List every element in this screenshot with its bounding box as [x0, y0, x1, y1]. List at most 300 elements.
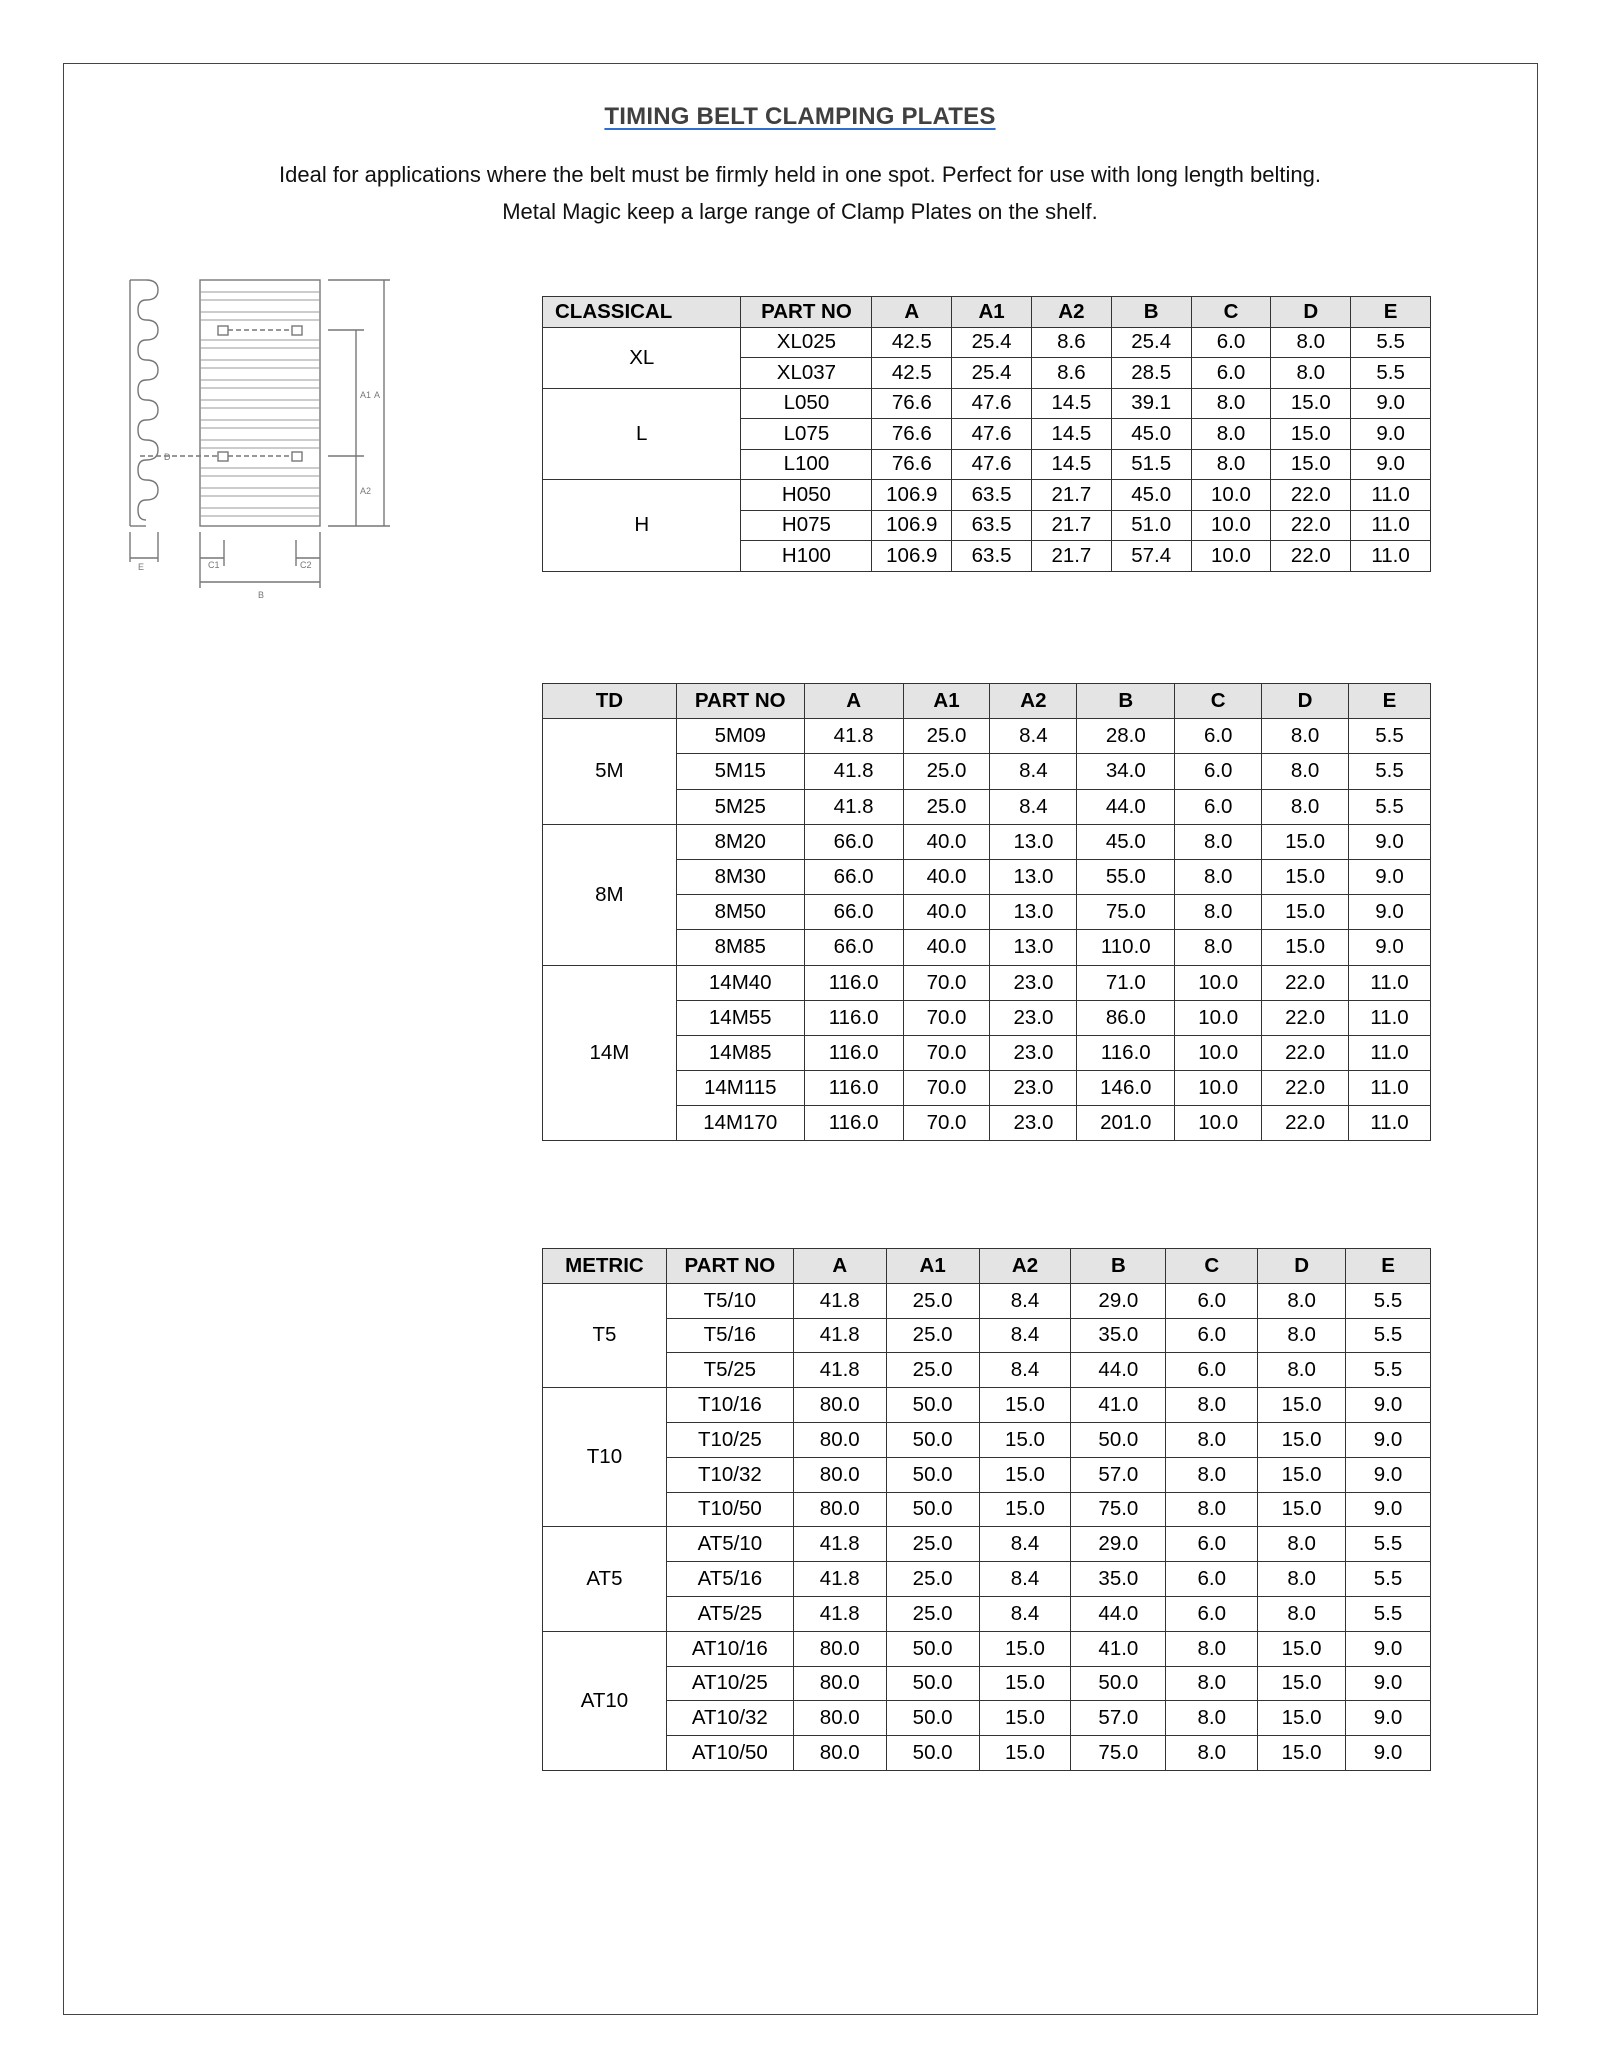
- value-cell: 63.5: [952, 480, 1032, 511]
- value-cell: 57.0: [1071, 1701, 1166, 1736]
- value-cell: 80.0: [793, 1422, 886, 1457]
- value-cell: 13.0: [990, 859, 1077, 894]
- column-header: E: [1349, 684, 1431, 719]
- table-row: [543, 1596, 1431, 1631]
- value-cell: 11.0: [1349, 1035, 1431, 1070]
- value-cell: 10.0: [1175, 1071, 1262, 1106]
- value-cell: 8.0: [1258, 1353, 1346, 1388]
- value-cell: 15.0: [1262, 895, 1349, 930]
- table-row: [543, 1000, 1431, 1035]
- column-header: A: [793, 1249, 886, 1284]
- header-row: [543, 684, 1431, 719]
- value-cell: 28.0: [1077, 719, 1175, 754]
- value-cell: 116.0: [1077, 1035, 1175, 1070]
- value-cell: 14.5: [1032, 388, 1112, 419]
- table-row: [543, 480, 1431, 511]
- value-cell: 15.0: [1258, 1457, 1346, 1492]
- value-cell: 21.7: [1032, 541, 1112, 572]
- value-cell: 6.0: [1166, 1283, 1258, 1318]
- table-row: [543, 1283, 1431, 1318]
- value-cell: 63.5: [952, 541, 1032, 572]
- value-cell: 8.0: [1258, 1562, 1346, 1597]
- value-cell: 22.0: [1271, 510, 1351, 541]
- table-row: [543, 824, 1431, 859]
- value-cell: 5.5: [1349, 754, 1431, 789]
- header-row: [543, 297, 1431, 328]
- svg-text:A2: A2: [360, 486, 372, 496]
- column-header: C: [1191, 297, 1271, 328]
- table-row: [543, 859, 1431, 894]
- value-cell: 11.0: [1349, 1000, 1431, 1035]
- value-cell: 10.0: [1175, 1106, 1262, 1141]
- part-number-cell: T10/32: [666, 1457, 793, 1492]
- column-header: A: [804, 684, 903, 719]
- value-cell: 25.0: [886, 1283, 979, 1318]
- value-cell: 8.0: [1166, 1666, 1258, 1701]
- value-cell: 71.0: [1077, 965, 1175, 1000]
- value-cell: 15.0: [1258, 1422, 1346, 1457]
- value-cell: 6.0: [1166, 1562, 1258, 1597]
- value-cell: 6.0: [1166, 1318, 1258, 1353]
- value-cell: 8.0: [1191, 419, 1271, 450]
- value-cell: 9.0: [1346, 1388, 1431, 1423]
- value-cell: 47.6: [952, 449, 1032, 480]
- value-cell: 146.0: [1077, 1071, 1175, 1106]
- value-cell: 8.4: [990, 754, 1077, 789]
- value-cell: 41.0: [1071, 1631, 1166, 1666]
- value-cell: 75.0: [1071, 1736, 1166, 1771]
- value-cell: 25.0: [903, 789, 990, 824]
- svg-text:C1: C1: [208, 560, 220, 570]
- part-number-cell: AT10/50: [666, 1736, 793, 1771]
- value-cell: 8.4: [979, 1283, 1071, 1318]
- part-number-cell: 14M85: [676, 1035, 804, 1070]
- value-cell: 13.0: [990, 930, 1077, 965]
- value-cell: 15.0: [979, 1388, 1071, 1423]
- value-cell: 22.0: [1262, 1071, 1349, 1106]
- value-cell: 22.0: [1262, 1000, 1349, 1035]
- part-number-cell: 14M170: [676, 1106, 804, 1141]
- part-number-cell: L075: [741, 419, 872, 450]
- table-row: [543, 1736, 1431, 1771]
- value-cell: 41.8: [793, 1562, 886, 1597]
- value-cell: 21.7: [1032, 480, 1112, 511]
- group-label: AT5: [543, 1527, 667, 1631]
- value-cell: 8.6: [1032, 327, 1112, 358]
- column-header: D: [1258, 1249, 1346, 1284]
- value-cell: 50.0: [1071, 1422, 1166, 1457]
- svg-text:B: B: [258, 590, 265, 600]
- column-header: A1: [903, 684, 990, 719]
- value-cell: 5.5: [1346, 1318, 1431, 1353]
- value-cell: 8.0: [1175, 895, 1262, 930]
- value-cell: 8.4: [979, 1353, 1071, 1388]
- table-row: [543, 1631, 1431, 1666]
- value-cell: 5.5: [1346, 1562, 1431, 1597]
- column-header: A1: [886, 1249, 979, 1284]
- value-cell: 8.0: [1166, 1422, 1258, 1457]
- value-cell: 11.0: [1351, 480, 1431, 511]
- part-number-cell: AT10/25: [666, 1666, 793, 1701]
- value-cell: 8.0: [1262, 719, 1349, 754]
- value-cell: 80.0: [793, 1701, 886, 1736]
- value-cell: 11.0: [1349, 1106, 1431, 1141]
- value-cell: 15.0: [1271, 449, 1351, 480]
- value-cell: 116.0: [804, 965, 903, 1000]
- part-number-cell: H075: [741, 510, 872, 541]
- value-cell: 10.0: [1175, 1035, 1262, 1070]
- table-row: [543, 965, 1431, 1000]
- value-cell: 6.0: [1191, 327, 1271, 358]
- part-number-cell: T5/10: [666, 1283, 793, 1318]
- value-cell: 8.0: [1166, 1701, 1258, 1736]
- header-row: [543, 1249, 1431, 1284]
- value-cell: 45.0: [1077, 824, 1175, 859]
- value-cell: 25.0: [886, 1562, 979, 1597]
- column-header: A1: [952, 297, 1032, 328]
- value-cell: 76.6: [872, 388, 952, 419]
- value-cell: 15.0: [1271, 388, 1351, 419]
- table-row: [543, 789, 1431, 824]
- part-number-cell: L100: [741, 449, 872, 480]
- svg-text:A: A: [374, 390, 381, 400]
- value-cell: 9.0: [1346, 1701, 1431, 1736]
- value-cell: 8.6: [1032, 358, 1112, 389]
- column-header: C: [1166, 1249, 1258, 1284]
- group-label: AT10: [543, 1631, 667, 1770]
- column-header: B: [1111, 297, 1191, 328]
- part-number-cell: L050: [741, 388, 872, 419]
- value-cell: 80.0: [793, 1631, 886, 1666]
- part-number-cell: T5/16: [666, 1318, 793, 1353]
- value-cell: 6.0: [1191, 358, 1271, 389]
- value-cell: 15.0: [979, 1736, 1071, 1771]
- value-cell: 23.0: [990, 1106, 1077, 1141]
- value-cell: 8.0: [1258, 1283, 1346, 1318]
- group-label: 8M: [543, 824, 677, 965]
- part-number-cell: AT5/25: [666, 1596, 793, 1631]
- value-cell: 8.4: [979, 1318, 1071, 1353]
- intro-text-line-2: Metal Magic keep a large range of Clamp Plates on the shelf.: [502, 199, 1098, 224]
- part-number-cell: 14M115: [676, 1071, 804, 1106]
- value-cell: 8.0: [1258, 1596, 1346, 1631]
- value-cell: 21.7: [1032, 510, 1112, 541]
- value-cell: 6.0: [1166, 1596, 1258, 1631]
- table-row: [543, 1701, 1431, 1736]
- column-header: B: [1071, 1249, 1166, 1284]
- table-row: [543, 895, 1431, 930]
- value-cell: 8.0: [1166, 1388, 1258, 1423]
- table-row: [543, 1457, 1431, 1492]
- value-cell: 41.8: [793, 1596, 886, 1631]
- value-cell: 8.4: [979, 1562, 1071, 1597]
- value-cell: 34.0: [1077, 754, 1175, 789]
- table-row: [543, 1106, 1431, 1141]
- value-cell: 8.0: [1166, 1736, 1258, 1771]
- value-cell: 15.0: [1258, 1388, 1346, 1423]
- value-cell: 8.0: [1166, 1492, 1258, 1527]
- value-cell: 41.8: [804, 719, 903, 754]
- value-cell: 9.0: [1351, 419, 1431, 450]
- value-cell: 11.0: [1351, 510, 1431, 541]
- value-cell: 22.0: [1262, 1106, 1349, 1141]
- value-cell: 9.0: [1346, 1492, 1431, 1527]
- part-number-cell: 14M55: [676, 1000, 804, 1035]
- value-cell: 9.0: [1346, 1666, 1431, 1701]
- value-cell: 8.0: [1271, 327, 1351, 358]
- value-cell: 106.9: [872, 480, 952, 511]
- value-cell: 15.0: [1258, 1701, 1346, 1736]
- part-number-cell: H050: [741, 480, 872, 511]
- svg-text:E: E: [138, 562, 145, 572]
- part-number-cell: T10/25: [666, 1422, 793, 1457]
- value-cell: 9.0: [1351, 449, 1431, 480]
- part-number-cell: 5M25: [676, 789, 804, 824]
- value-cell: 5.5: [1349, 719, 1431, 754]
- value-cell: 116.0: [804, 1106, 903, 1141]
- svg-text:D: D: [164, 452, 171, 462]
- value-cell: 51.0: [1111, 510, 1191, 541]
- value-cell: 9.0: [1346, 1631, 1431, 1666]
- value-cell: 57.4: [1111, 541, 1191, 572]
- value-cell: 25.4: [952, 358, 1032, 389]
- table-row: [543, 754, 1431, 789]
- value-cell: 15.0: [979, 1701, 1071, 1736]
- value-cell: 15.0: [1258, 1666, 1346, 1701]
- value-cell: 15.0: [1262, 824, 1349, 859]
- column-header: E: [1346, 1249, 1431, 1284]
- value-cell: 15.0: [979, 1631, 1071, 1666]
- value-cell: 9.0: [1351, 388, 1431, 419]
- value-cell: 40.0: [903, 824, 990, 859]
- value-cell: 66.0: [804, 930, 903, 965]
- value-cell: 50.0: [886, 1666, 979, 1701]
- value-cell: 9.0: [1349, 859, 1431, 894]
- value-cell: 45.0: [1111, 419, 1191, 450]
- group-label: T5: [543, 1283, 667, 1387]
- value-cell: 39.1: [1111, 388, 1191, 419]
- value-cell: 8.0: [1258, 1527, 1346, 1562]
- value-cell: 50.0: [886, 1457, 979, 1492]
- part-number-cell: AT5/16: [666, 1562, 793, 1597]
- part-number-cell: XL037: [741, 358, 872, 389]
- value-cell: 8.4: [990, 789, 1077, 824]
- value-cell: 13.0: [990, 824, 1077, 859]
- value-cell: 9.0: [1346, 1457, 1431, 1492]
- value-cell: 5.5: [1346, 1353, 1431, 1388]
- value-cell: 41.8: [793, 1353, 886, 1388]
- value-cell: 50.0: [886, 1631, 979, 1666]
- part-number-cell: AT5/10: [666, 1527, 793, 1562]
- value-cell: 50.0: [886, 1388, 979, 1423]
- value-cell: 116.0: [804, 1035, 903, 1070]
- value-cell: 8.0: [1175, 824, 1262, 859]
- value-cell: 15.0: [979, 1492, 1071, 1527]
- column-header: METRIC: [543, 1249, 667, 1284]
- table-row: [543, 1562, 1431, 1597]
- value-cell: 75.0: [1071, 1492, 1166, 1527]
- value-cell: 14.5: [1032, 449, 1112, 480]
- value-cell: 35.0: [1071, 1562, 1166, 1597]
- group-label: 14M: [543, 965, 677, 1141]
- svg-text:A1: A1: [360, 390, 372, 400]
- value-cell: 29.0: [1071, 1283, 1166, 1318]
- table-row: [543, 719, 1431, 754]
- value-cell: 23.0: [990, 1035, 1077, 1070]
- table-row: [543, 1318, 1431, 1353]
- clamp-plate-diagram: [128, 276, 408, 606]
- part-number-cell: AT10/16: [666, 1631, 793, 1666]
- part-number-cell: H100: [741, 541, 872, 572]
- table-row: [543, 1527, 1431, 1562]
- group-label: L: [543, 388, 741, 480]
- value-cell: 15.0: [1271, 419, 1351, 450]
- value-cell: 25.0: [903, 754, 990, 789]
- value-cell: 5.5: [1346, 1596, 1431, 1631]
- value-cell: 9.0: [1346, 1422, 1431, 1457]
- value-cell: 106.9: [872, 541, 952, 572]
- value-cell: 25.0: [886, 1596, 979, 1631]
- value-cell: 57.0: [1071, 1457, 1166, 1492]
- value-cell: 23.0: [990, 1000, 1077, 1035]
- value-cell: 201.0: [1077, 1106, 1175, 1141]
- part-number-cell: XL025: [741, 327, 872, 358]
- value-cell: 11.0: [1349, 1071, 1431, 1106]
- value-cell: 5.5: [1346, 1527, 1431, 1562]
- value-cell: 11.0: [1349, 965, 1431, 1000]
- value-cell: 76.6: [872, 449, 952, 480]
- value-cell: 76.6: [872, 419, 952, 450]
- column-header: E: [1351, 297, 1431, 328]
- value-cell: 116.0: [804, 1000, 903, 1035]
- column-header: A2: [1032, 297, 1112, 328]
- table-row: [543, 1035, 1431, 1070]
- value-cell: 40.0: [903, 859, 990, 894]
- part-number-cell: 8M50: [676, 895, 804, 930]
- value-cell: 10.0: [1175, 965, 1262, 1000]
- column-header: C: [1175, 684, 1262, 719]
- value-cell: 8.0: [1258, 1318, 1346, 1353]
- value-cell: 25.0: [903, 719, 990, 754]
- value-cell: 15.0: [1258, 1631, 1346, 1666]
- value-cell: 6.0: [1166, 1353, 1258, 1388]
- table-row: [543, 1666, 1431, 1701]
- value-cell: 22.0: [1262, 1035, 1349, 1070]
- value-cell: 8.4: [979, 1527, 1071, 1562]
- value-cell: 15.0: [979, 1422, 1071, 1457]
- value-cell: 6.0: [1166, 1527, 1258, 1562]
- value-cell: 44.0: [1077, 789, 1175, 824]
- value-cell: 41.8: [804, 754, 903, 789]
- value-cell: 8.0: [1271, 358, 1351, 389]
- value-cell: 11.0: [1351, 541, 1431, 572]
- value-cell: 40.0: [903, 930, 990, 965]
- table-row: [543, 1492, 1431, 1527]
- svg-text:C2: C2: [300, 560, 312, 570]
- value-cell: 8.0: [1166, 1631, 1258, 1666]
- column-header: A: [872, 297, 952, 328]
- classical-table: [542, 296, 1431, 572]
- value-cell: 25.0: [886, 1527, 979, 1562]
- column-header: A2: [990, 684, 1077, 719]
- value-cell: 9.0: [1346, 1736, 1431, 1771]
- value-cell: 44.0: [1071, 1353, 1166, 1388]
- value-cell: 51.5: [1111, 449, 1191, 480]
- value-cell: 10.0: [1191, 541, 1271, 572]
- value-cell: 41.0: [1071, 1388, 1166, 1423]
- value-cell: 70.0: [903, 1000, 990, 1035]
- intro-text-line-1: Ideal for applications where the belt must be firmly held in one spot. Perfect for use with long length belting.: [279, 162, 1321, 187]
- part-number-cell: AT10/32: [666, 1701, 793, 1736]
- column-header: D: [1262, 684, 1349, 719]
- value-cell: 25.4: [952, 327, 1032, 358]
- value-cell: 80.0: [793, 1388, 886, 1423]
- value-cell: 6.0: [1175, 754, 1262, 789]
- value-cell: 66.0: [804, 859, 903, 894]
- value-cell: 6.0: [1175, 789, 1262, 824]
- column-header: B: [1077, 684, 1175, 719]
- value-cell: 9.0: [1349, 824, 1431, 859]
- value-cell: 8.4: [979, 1596, 1071, 1631]
- column-header: TD: [543, 684, 677, 719]
- value-cell: 50.0: [886, 1492, 979, 1527]
- value-cell: 80.0: [793, 1736, 886, 1771]
- value-cell: 55.0: [1077, 859, 1175, 894]
- value-cell: 86.0: [1077, 1000, 1175, 1035]
- value-cell: 63.5: [952, 510, 1032, 541]
- value-cell: 10.0: [1191, 510, 1271, 541]
- part-number-cell: T5/25: [666, 1353, 793, 1388]
- table-row: [543, 930, 1431, 965]
- group-label: XL: [543, 327, 741, 388]
- value-cell: 15.0: [1262, 930, 1349, 965]
- value-cell: 42.5: [872, 327, 952, 358]
- table-row: [543, 1353, 1431, 1388]
- group-label: H: [543, 480, 741, 572]
- value-cell: 41.8: [793, 1527, 886, 1562]
- value-cell: 44.0: [1071, 1596, 1166, 1631]
- column-header: D: [1271, 297, 1351, 328]
- table-row: [543, 1388, 1431, 1423]
- part-number-cell: 8M85: [676, 930, 804, 965]
- value-cell: 50.0: [886, 1701, 979, 1736]
- value-cell: 23.0: [990, 1071, 1077, 1106]
- table-row: [543, 1071, 1431, 1106]
- value-cell: 47.6: [952, 388, 1032, 419]
- value-cell: 6.0: [1175, 719, 1262, 754]
- value-cell: 70.0: [903, 965, 990, 1000]
- value-cell: 45.0: [1111, 480, 1191, 511]
- value-cell: 8.4: [990, 719, 1077, 754]
- value-cell: 116.0: [804, 1071, 903, 1106]
- value-cell: 70.0: [903, 1071, 990, 1106]
- value-cell: 22.0: [1271, 480, 1351, 511]
- td-table: [542, 683, 1431, 1141]
- part-number-cell: 14M40: [676, 965, 804, 1000]
- part-number-cell: T10/50: [666, 1492, 793, 1527]
- column-header: PART NO: [741, 297, 872, 328]
- metric-table: [542, 1248, 1431, 1771]
- value-cell: 80.0: [793, 1457, 886, 1492]
- column-header: PART NO: [666, 1249, 793, 1284]
- value-cell: 15.0: [1262, 859, 1349, 894]
- part-number-cell: 5M15: [676, 754, 804, 789]
- value-cell: 47.6: [952, 419, 1032, 450]
- value-cell: 5.5: [1349, 789, 1431, 824]
- value-cell: 75.0: [1077, 895, 1175, 930]
- value-cell: 25.0: [886, 1318, 979, 1353]
- value-cell: 22.0: [1271, 541, 1351, 572]
